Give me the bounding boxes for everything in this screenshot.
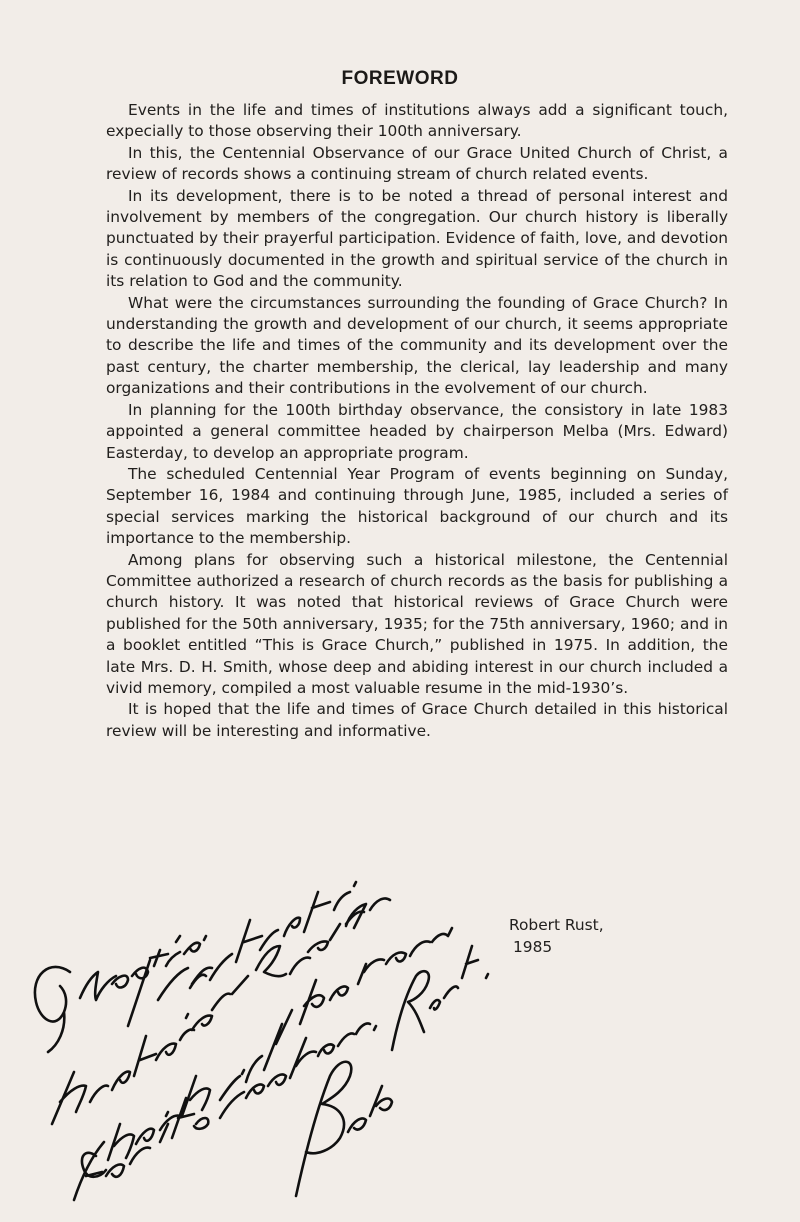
handwritten-inscription (0, 880, 520, 1220)
paragraph-2: In this, the Centennial Observance of our Grace United Church of Christ, a review of records shows a continuing stream of church related events. (106, 143, 728, 184)
paragraph-6: The scheduled Centennial Year Program of events beginning on Sunday, September 16, 1984 and continuing through June, 1985, included a series of special services marking the historical background of our church and its importance to the membership. (106, 464, 728, 548)
paragraph-7: Among plans for observing such a historical milestone, the Centennial Committee authorized a research of church records as the basis for publishing a church history. It was noted that historical reviews of Grace Church were published for the 50th anniversary, 1935; for the 75th anniversary, 1960; and in a booklet entitled “This is Grace Church,” published in 1975. In addition, the late Mrs. D. H. Smith, whose deep and abiding interest in our church included a vivid memory, compiled a most valuable resume in the mid-1930’s. (106, 550, 728, 697)
signoff-year: 1985 (513, 938, 553, 956)
paragraph-4: What were the circumstances surrounding the founding of Grace Church? In understanding the growth and development of our church, it seems appropriate to describe the life and times of the community and its development over the past century, the charter membership, the clerical, lay leadership and many organizations and their contributions in the evolvement of our church. (106, 293, 728, 398)
author-name: Robert Rust, (509, 916, 604, 934)
page-title: FOREWORD (341, 68, 459, 89)
paragraph-8: It is hoped that the life and times of Grace Church detailed in this historical review will be interesting and informative. (106, 700, 728, 740)
paragraph-1: Events in the life and times of institutions always add a significant touch, expecially to those observing their 100th anniversary. (106, 101, 728, 141)
foreword-body (106, 100, 728, 742)
inscription-scrawl (35, 882, 488, 1200)
author-signoff (509, 914, 604, 958)
paragraph-5: In planning for the 100th birthday observance, the consistory in late 1983 appointed a general committee headed by chairperson Melba (Mrs. Edward) Easterday, to develop an appropriate program. (106, 400, 728, 462)
paragraph-3: In its development, there is to be noted a thread of personal interest and involvement by members of the congregation. Our church history is liberally punctuated by their prayerful participation. Evidence of faith, love, and devotion is continuously documented in the growth and spiritual service of the church in its relation to God and the community. (106, 186, 728, 291)
